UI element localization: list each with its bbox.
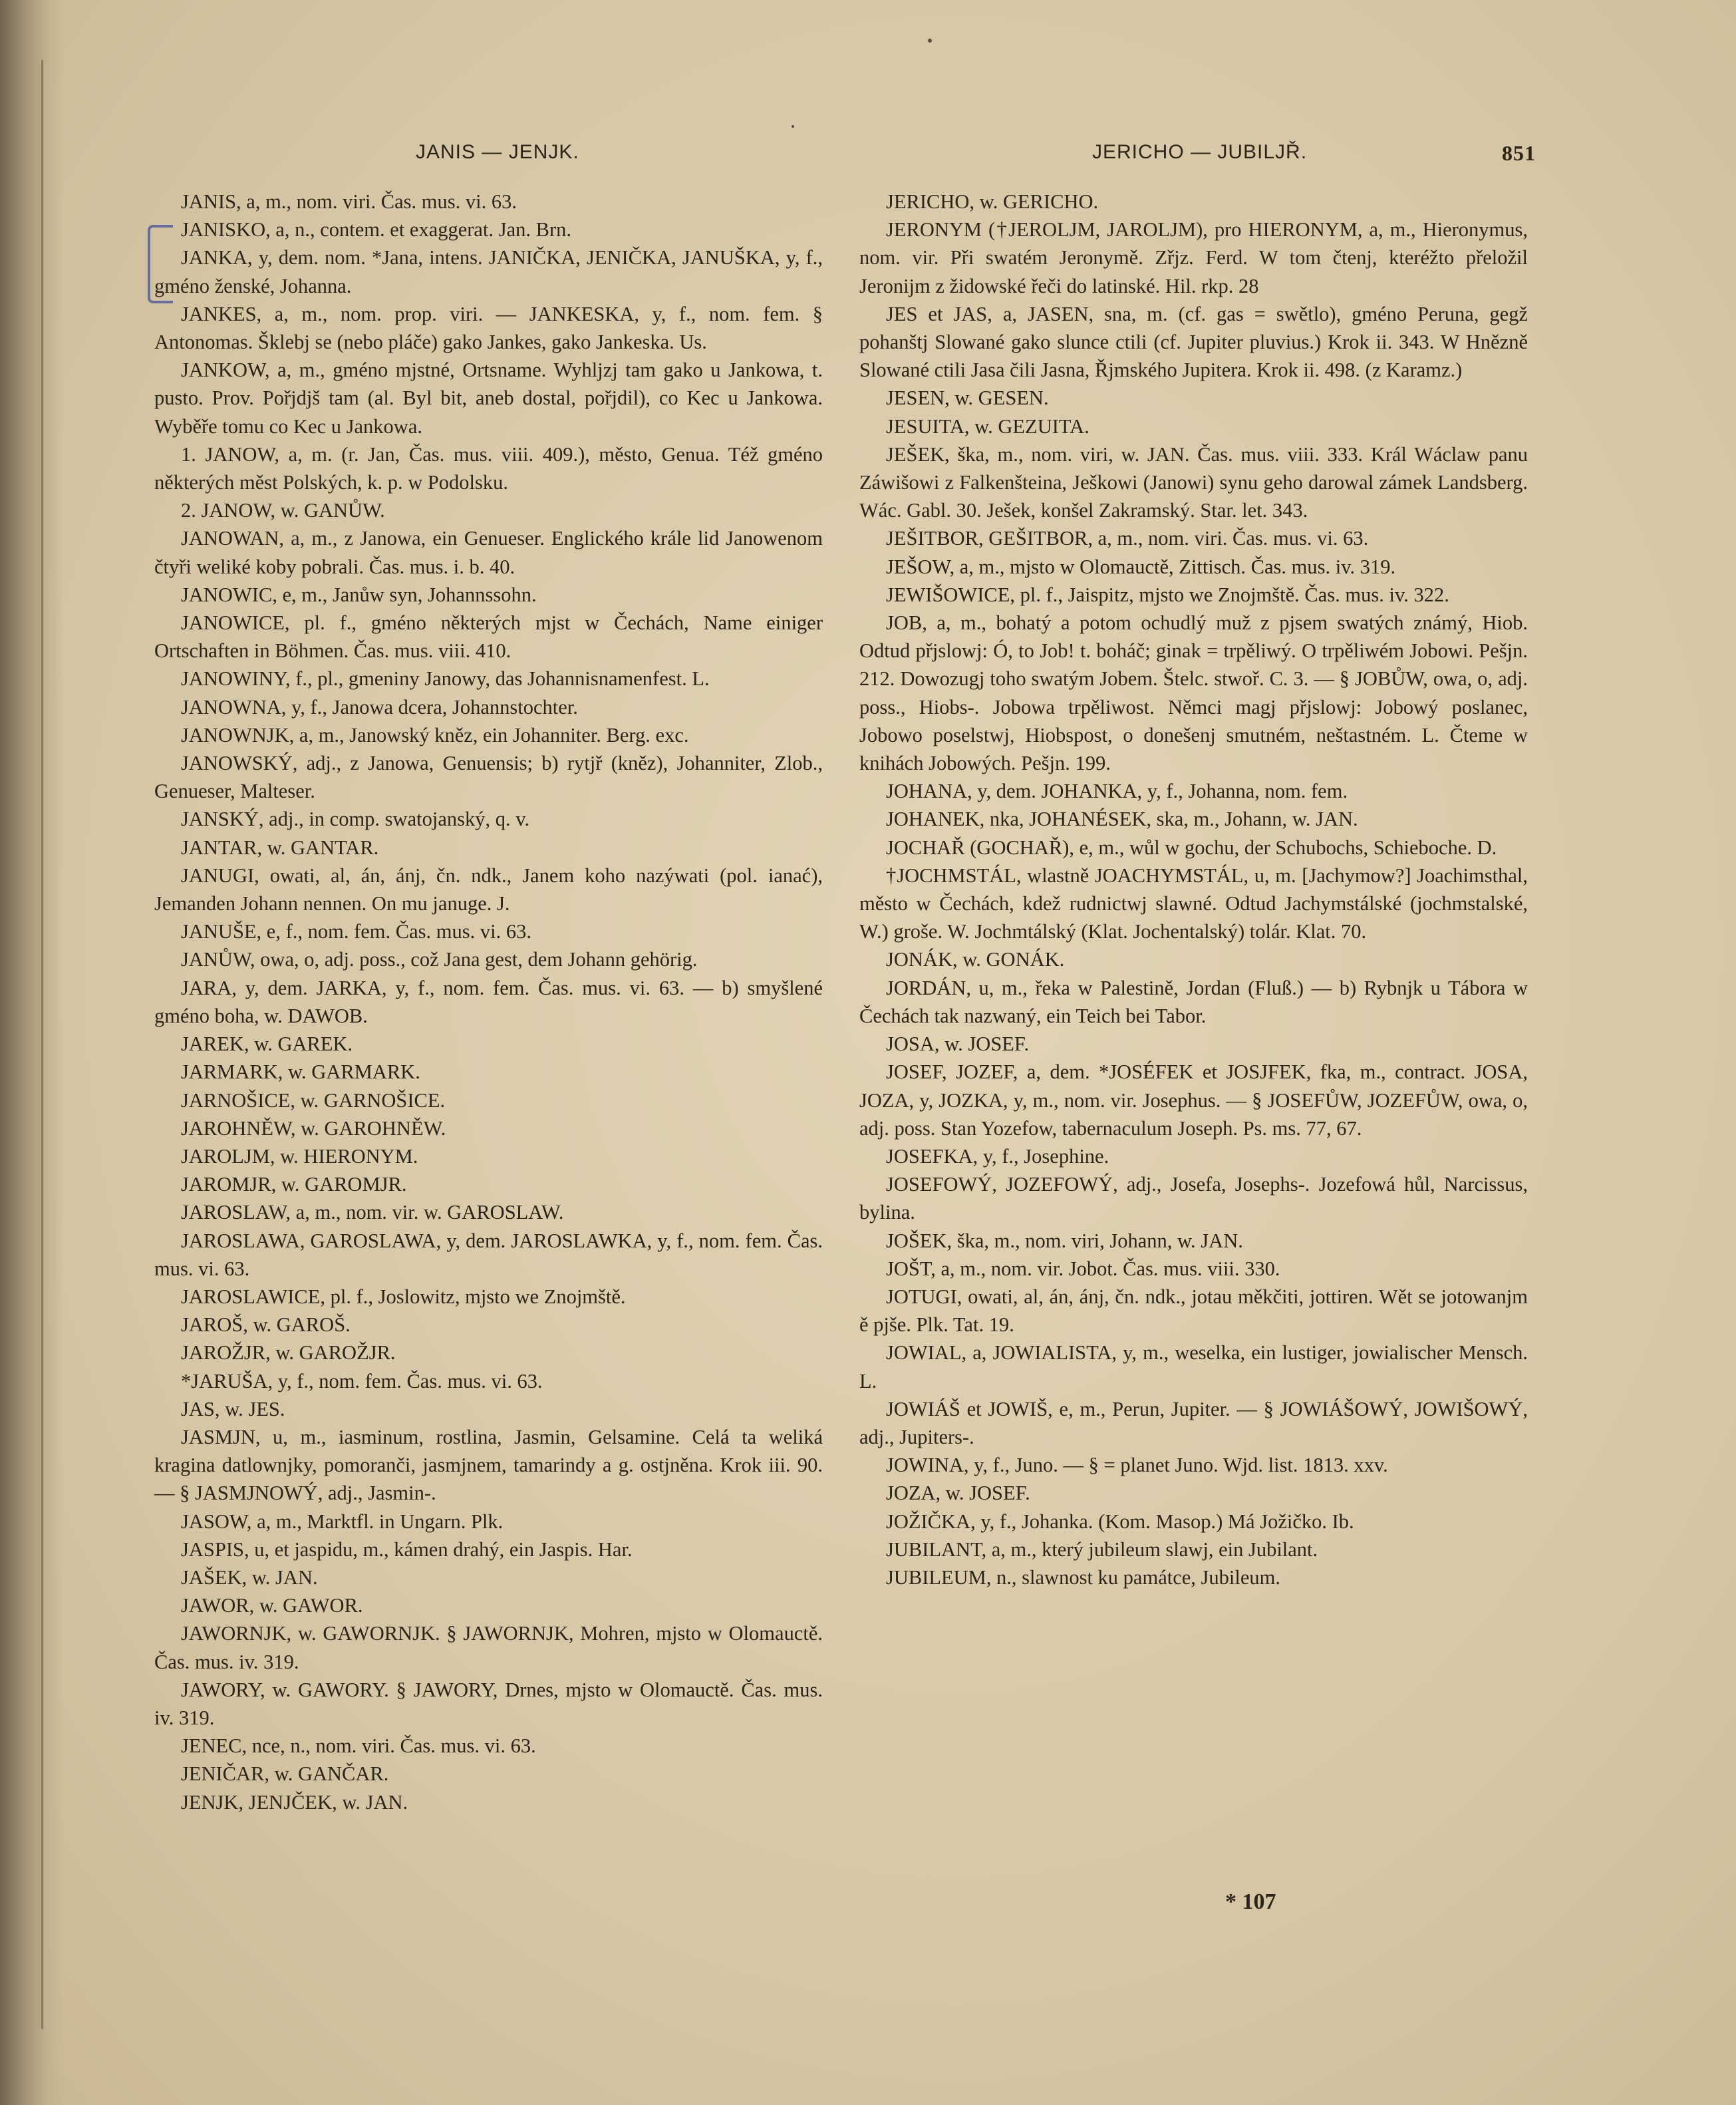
dictionary-entry: JANOWSKÝ, adj., z Janowa, Genuensis; b) rytjř (kněz), Johanniter, Zlob., Genueser, Malteser. [154,752,823,803]
dictionary-entry: JAS, w. JES. [181,1397,285,1420]
dictionary-entry: JAWORNJK, w. GAWORNJK. § JAWORNJK, Mohren, mjsto w Olomauctě. Čas. mus. iv. 319. [154,1622,823,1673]
dictionary-entry: JENJK, JENJČEK, w. JAN. [181,1790,408,1814]
dictionary-entry: JANOWINY, f., pl., gmeniny Janowy, das Johannisnamenfest. L. [181,667,710,691]
dictionary-entry: JOŠT, a, m., nom. vir. Jobot. Čas. mus. viii. 330. [886,1257,1280,1280]
dictionary-entry: JANUŠE, e, f., nom. fem. Čas. mus. vi. 63. [181,920,531,943]
dictionary-entry: JANKES, a, m., nom. prop. viri. — JANKESKA, y, f., nom. fem. § Antonomas. Šklebj se (nebo pláče) gako Jankes, gako Jankeska. Us. [154,302,823,354]
book-spine-shadow [0,0,63,2105]
dictionary-entry: JANŮW, owa, o, adj. poss., což Jana gest, dem Johann gehörig. [181,948,698,971]
dictionary-entry: JANOWICE, pl. f., gméno některých mjst w Čechách, Name einiger Ortschaften in Böhmen. Čas. mus. viii. 410. [154,611,823,663]
dictionary-entry: 1. JANOW, a, m. (r. Jan, Čas. mus. viii. 409.), město, Genua. Též gméno některých měst Polských, k. p. w Podolsku. [154,442,823,494]
page-number: 851 [1502,141,1536,165]
dictionary-entry: JAROŽJR, w. GAROŽJR. [181,1341,396,1365]
dictionary-entry: JENEC, nce, n., nom. viri. Čas. mus. vi. 63. [181,1734,536,1758]
dictionary-entry: JOTUGI, owati, al, án, ánj, čn. ndk., jotau měkčiti, jottiren. Wět se jotowanjm ě pjše. Plk. Tat. 19. [859,1285,1528,1337]
dictionary-entry: JARA, y, dem. JARKA, y, f., nom. fem. Čas. mus. vi. 63. — b) smyšlené gméno boha, w. DAWOB. [154,976,823,1027]
dictionary-entry: JOŠEK, ška, m., nom. viri, Johann, w. JAN. [886,1229,1243,1252]
dictionary-entry: JOHANA, y, dem. JOHANKA, y, f., Johanna, nom. fem. [886,780,1348,803]
dictionary-entry: JANTAR, w. GANTAR. [181,836,379,859]
dictionary-entry: JAROHNĚW, w. GAROHNĚW. [181,1116,446,1140]
dictionary-entry: JAWOR, w. GAWOR. [181,1594,363,1617]
dictionary-entry: JASPIS, u, et jaspidu, m., kámen drahý, ein Jaspis. Har. [181,1538,633,1561]
dictionary-entry: JASOW, a, m., Marktfl. in Ungarn. Plk. [181,1510,504,1533]
dictionary-entry: JEŠITBOR, GEŠITBOR, a, m., nom. viri. Čas. mus. vi. 63. [886,527,1369,550]
dictionary-entry: JANOWAN, a, m., z Janowa, ein Genueser. Englického krále lid Janowenom čtyři weliké koby pobrali. Čas. mus. i. b. 40. [154,527,823,578]
running-head-right: JERICHO — JUBILJŘ. [1092,141,1308,163]
dictionary-entry: JEŠOW, a, m., mjsto w Olomauctě, Zittisch. Čas. mus. iv. 319. [886,555,1396,578]
dictionary-entry: JANOWNJK, a, m., Janowský kněz, ein Johanniter. Berg. exc. [181,723,689,746]
dictionary-entry: JOWIÁŠ et JOWIŠ, e, m., Perun, Jupiter. — § JOWIÁŠOWÝ, JOWIŠOWÝ, adj., Jupiters-. [859,1397,1528,1448]
dictionary-entry: JOŽIČKA, y, f., Johanka. (Kom. Masop.) Má Jožičko. Ib. [886,1510,1354,1533]
dictionary-entry: JOSEFKA, y, f., Josephine. [886,1144,1109,1168]
dictionary-entry: JOHANEK, nka, JOHANÉSEK, ska, m., Johann, w. JAN. [886,808,1358,831]
dictionary-entry: JONÁK, w. GONÁK. [886,948,1065,971]
dictionary-entry: JESUITA, w. GEZUITA. [886,414,1089,438]
dictionary-entry: JOSEFOWÝ, JOZEFOWÝ, adj., Josefa, Josephs-. Jozefowá hůl, Narcissus, bylina. [859,1173,1528,1224]
dictionary-entry: JERICHO, w. GERICHO. [886,190,1099,213]
dictionary-entry: JANISKO, a, n., contem. et exaggerat. Jan. Brn. [181,218,571,242]
dictionary-entry: JARNOŠICE, w. GARNOŠICE. [181,1088,446,1112]
dictionary-entry: JANUGI, owati, al, án, ánj, čn. ndk., Janem koho nazýwati (pol. ianać), Jemanden Johann nennen. On mu januge. J. [154,864,823,915]
dictionary-entry: JANSKÝ, adj., in comp. swatojanský, q. v. [181,808,530,831]
dictionary-entry: †JOCHMSTÁL, wlastně JOACHYMSTÁL, u, m. [Jachymow?] Joachimsthal, město w Čechách, kdež rudnictwj slawné. Odtud Jachymstálské (jochmstalské, W.) groše. W. Jochmtálský (Klat. Jochentalský) tolár. Klat. 70. [859,864,1528,943]
dictionary-entry: JOWINA, y, f., Juno. — § = planet Juno. Wjd. list. 1813. xxv. [886,1454,1388,1477]
dictionary-entry: JAŠEK, w. JAN. [181,1565,318,1589]
dictionary-entry: JEWIŠOWICE, pl. f., Jaispitz, mjsto we Znojmště. Čas. mus. iv. 322. [886,583,1449,606]
right-column [859,188,1528,1591]
dictionary-entry: JUBILEUM, n., slawnost ku památce, Jubileum. [886,1565,1280,1589]
dictionary-entry: JANKA, y, dem. nom. *Jana, intens. JANIČKA, JENIČKA, JANUŠKA, y, f., gméno ženské, Johanna. [154,246,823,297]
dictionary-entry: JOWIAL, a, JOWIALISTA, y, m., weselka, ein lustiger, jowialischer Mensch. L. [859,1341,1528,1392]
dictionary-entry: JENIČAR, w. GANČAR. [181,1762,389,1786]
signature-mark: * 107 [1225,1889,1276,1914]
dictionary-entry: JOCHAŘ (GOCHAŘ), e, m., wůl w gochu, der Schubochs, Schieboche. D. [886,836,1497,859]
dictionary-entry: JOZA, w. JOSEF. [886,1482,1030,1505]
running-head-left: JANIS — JENJK. [416,141,579,163]
left-column [154,188,823,1816]
dictionary-entry: JEŠEK, ška, m., nom. viri, w. JAN. Čas. mus. viii. 333. Král Wáclaw panu Záwišowi z Falkenšteina, Ješkowi (Janowi) synu geho darowal zámek Landsberg. Wác. Gabl. 30. Ješek, konšel Zakramský. Star. let. 343. [859,442,1528,522]
dictionary-entry: 2. JANOW, w. GANŮW. [181,499,385,522]
dictionary-entry: JESEN, w. GESEN. [886,387,1049,410]
dictionary-entry: *JARUŠA, y, f., nom. fem. Čas. mus. vi. 63. [181,1369,543,1392]
dictionary-entry: JOB, a, m., bohatý a potom ochudlý muž z pjsem swatých známý, Hiob. Odtud přjslowj: Ó, to Job! t. boháč; ginak = trpěliwý. O trpěliwém Jobowi. Pešjn. 212. Dowozugj toho swatým Jobem. Štelc. stwoř. C. 3. — § JOBŮW, owa, o, adj. poss., Hiobs-. Jobowa trpěliwost. Němci magj přjslowj: Jobowý poslanec, Jobowo poselstwj, Hiobspost, o donešenj smutném, neštastném. L. Čteme w knihách Jobowých. Pešjn. 199. [859,611,1528,775]
dictionary-entry: JARMARK, w. GARMARK. [181,1060,420,1084]
dictionary-entry: JOSA, w. JOSEF. [886,1033,1030,1056]
dictionary-entry: JANKOW, a, m., gméno mjstné, Ortsname. Wyhljzj tam gako u Jankowa, t. pusto. Prov. Pořjdjš tam (al. Byl bit, aneb dostal, pořjdil), co Kec u Jankowa. Wyběře tomu co Kec u Jankowa. [154,359,823,438]
dictionary-entry: JANOWNA, y, f., Janowa dcera, Johannstochter. [181,695,578,719]
dictionary-entry: JAROŠ, w. GAROŠ. [181,1313,351,1337]
dictionary-entry: JAROSLAW, a, m., nom. vir. w. GAROSLAW. [181,1201,564,1224]
binding-edge [41,60,43,2029]
dictionary-entry: JAWORY, w. GAWORY. § JAWORY, Drnes, mjsto w Olomauctě. Čas. mus. iv. 319. [154,1678,823,1729]
dictionary-entry: JAROLJM, w. HIERONYM. [181,1144,418,1168]
dictionary-entry: JASMJN, u, m., iasminum, rostlina, Jasmin, Gelsamine. Celá ta weliká kragina datlownjky, pomoranči, jasmjnem, tamarindy a g. ostjněna. Krok iii. 90. — § JASMJNOWÝ, adj., Jasmin-. [154,1425,823,1505]
dictionary-entry: JES et JAS, a, JASEN, sna, m. (cf. gas = swětlo), gméno Peruna, gegž pohanštj Slowané gako slunce ctili (cf. Jupiter pluvius.) Krok ii. 343. W Hnězně Slowané ctili Jasa čili Jasna, Řjmského Jupitera. Krok ii. 498. (z Karamz.) [859,302,1528,382]
dictionary-entry: JAREK, w. GAREK. [181,1033,353,1056]
dictionary-entry: JANIS, a, m., nom. viri. Čas. mus. vi. 63. [181,190,517,213]
dictionary-entry: JAROSLAWA, GAROSLAWA, y, dem. JAROSLAWKA, y, f., nom. fem. Čas. mus. vi. 63. [154,1229,823,1280]
dictionary-entry: JAROMJR, w. GAROMJR. [181,1173,407,1196]
dictionary-entry: JUBILANT, a, m., který jubileum slawj, ein Jubilant. [886,1538,1318,1561]
dictionary-entry: JERONYM (†JEROLJM, JAROLJM), pro HIERONYM, a, m., Hieronymus, nom. vir. Při swatém Jeronymě. Zřjz. Ferd. W tom čtenj, kteréžto přeložil Jeronijm z židowské řeči do latinské. Hil. rkp. 28 [859,218,1528,297]
ink-speck [928,39,932,43]
dictionary-entry: JANOWIC, e, m., Janůw syn, Johannssohn. [181,583,537,606]
dictionary-entry: JORDÁN, u, m., řeka w Palestině, Jordan (Fluß.) — b) Rybnjk u Tábora w Čechách tak nazwaný, ein Teich bei Tabor. [859,976,1528,1027]
dictionary-entry: JAROSLAWICE, pl. f., Joslowitz, mjsto we Znojmště. [181,1285,626,1308]
ink-speck [792,125,794,128]
dictionary-entry: JOSEF, JOZEF, a, dem. *JOSÉFEK et JOSJFEK, fka, m., contract. JOSA, JOZA, y, JOZKA, y, m., nom. vir. Josephus. — § JOSEFŮW, JOZEFŮW, owa, o, adj. poss. Stan Yozefow, tabernaculum Joseph. Ps. ms. 77, 67. [859,1060,1528,1140]
